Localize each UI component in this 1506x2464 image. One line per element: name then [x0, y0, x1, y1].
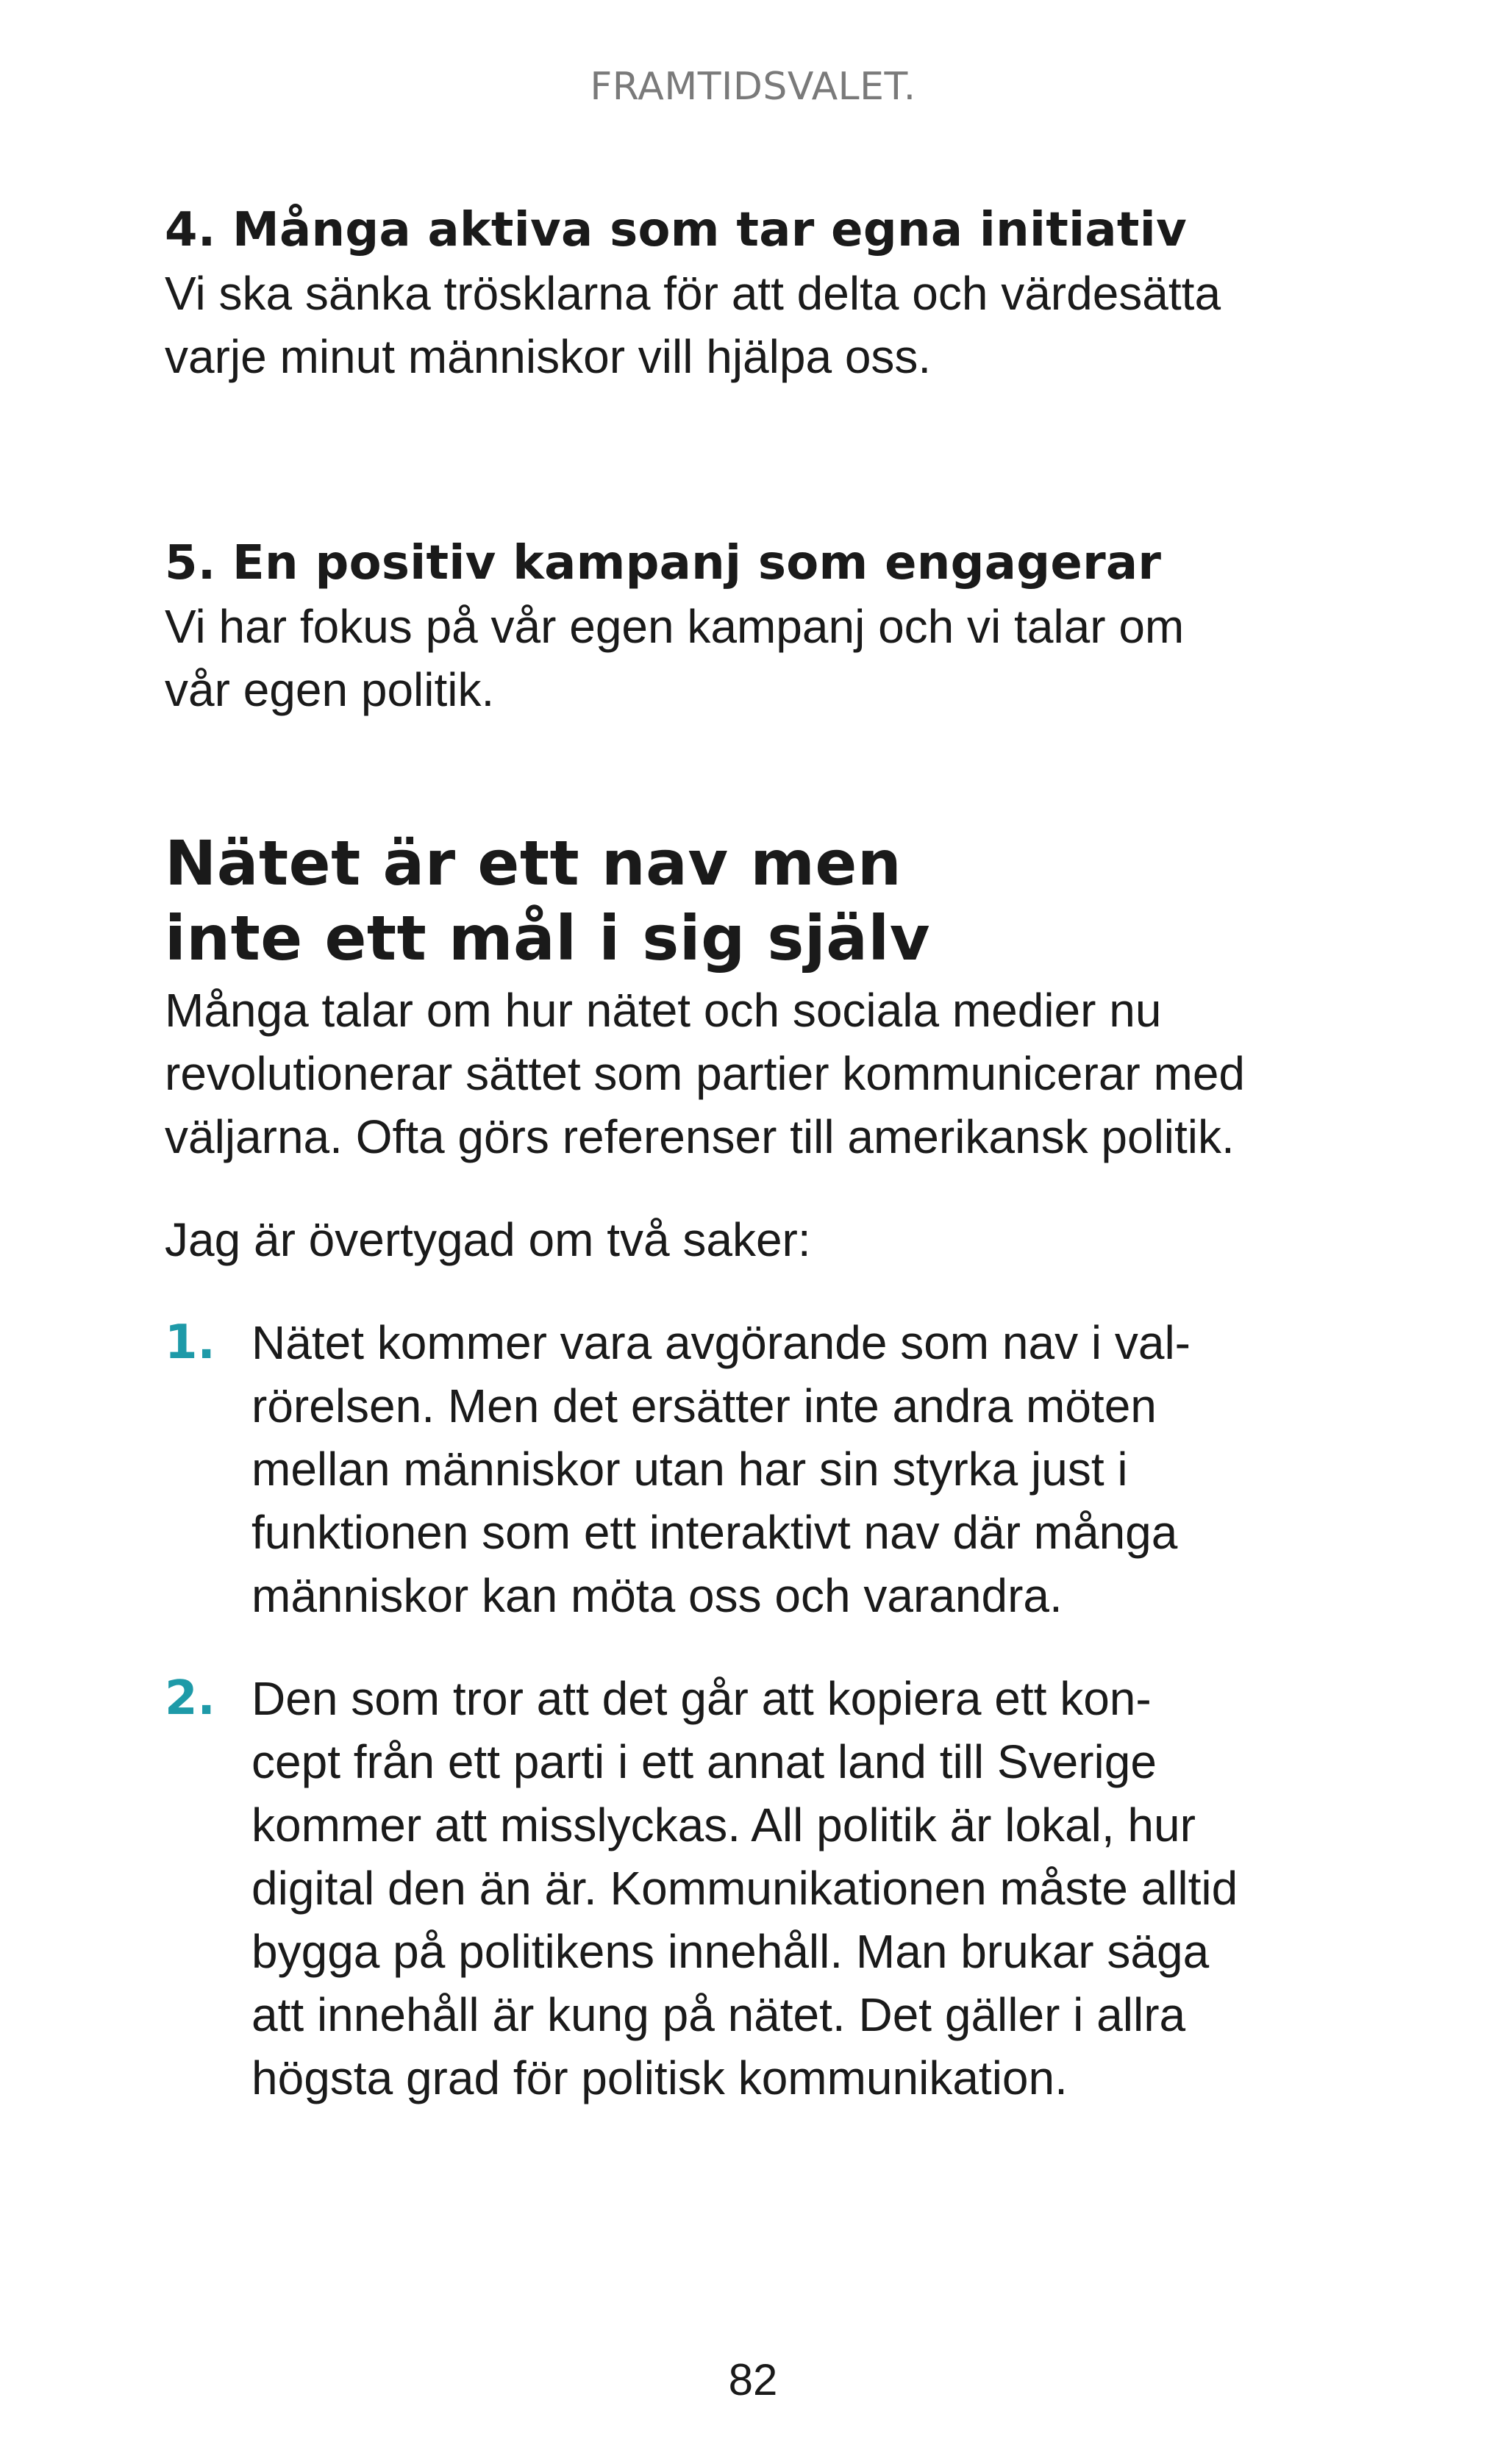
- point-body: [165, 262, 1312, 388]
- text-line: Många talar om hur nätet och sociala medier nu: [165, 984, 1162, 1037]
- text-line: cept från ett parti i ett annat land till Sverige: [251, 1735, 1157, 1788]
- page-number: 82: [728, 2355, 778, 2404]
- section-heading: [165, 826, 1312, 976]
- list-item: [165, 1667, 1312, 2110]
- text-line: rörelsen. Men det ersätter inte andra möten: [251, 1379, 1157, 1432]
- text-line: Den som tror att det går att kopiera ett kon-: [251, 1672, 1152, 1725]
- text-line: varje minut människor vill hjälpa oss.: [165, 330, 932, 383]
- list-number: 2.: [165, 1671, 215, 1726]
- heading-line: Nätet är ett nav men: [165, 827, 902, 899]
- text-line: kommer att misslyckas. All politik är lokal, hur: [251, 1799, 1196, 1851]
- list-number: 1.: [165, 1315, 215, 1370]
- text-line: funktionen som ett interaktivt nav där många: [251, 1506, 1178, 1559]
- point-body: [165, 595, 1312, 721]
- numbered-list: [165, 1311, 1312, 2110]
- section: [165, 826, 1312, 2110]
- text-line: Vi har fokus på vår egen kampanj och vi talar om: [165, 600, 1185, 653]
- page-content: [165, 199, 1312, 2110]
- text-line: högsta grad för politisk kommunikation.: [251, 2051, 1068, 2104]
- text-line: människor kan möta oss och varandra.: [251, 1569, 1063, 1622]
- point-heading: 4. Många aktiva som tar egna initiativ: [165, 203, 1188, 257]
- text-line: digital den än är. Kommunikationen måste alltid: [251, 1862, 1238, 1915]
- heading-line: inte ett mål i sig själv: [165, 902, 930, 974]
- text-line: mellan människor utan har sin styrka just i: [251, 1443, 1128, 1496]
- text-line: Vi ska sänka trösklarna för att delta och värdesätta: [165, 267, 1221, 320]
- point-heading: 5. En positiv kampanj som engagerar: [165, 536, 1162, 590]
- text-line: revolutionerar sättet som partier kommunicerar med: [165, 1047, 1245, 1100]
- point-5: [165, 532, 1312, 721]
- text-line: bygga på politikens innehåll. Man brukar säga: [251, 1925, 1210, 1978]
- point-4: [165, 199, 1312, 388]
- list-item: [165, 1311, 1312, 1627]
- lead-in: Jag är övertygad om två saker:: [165, 1213, 811, 1266]
- text-line: väljarna. Ofta görs referenser till amerikansk politik.: [165, 1110, 1235, 1163]
- running-head: FRAMTIDSVALET.: [590, 65, 916, 109]
- section-intro: [165, 979, 1312, 1168]
- text-line: att innehåll är kung på nätet. Det gäller i allra: [251, 1988, 1186, 2041]
- text-line: vår egen politik.: [165, 663, 495, 716]
- text-line: Nätet kommer vara avgörande som nav i val-: [251, 1316, 1191, 1369]
